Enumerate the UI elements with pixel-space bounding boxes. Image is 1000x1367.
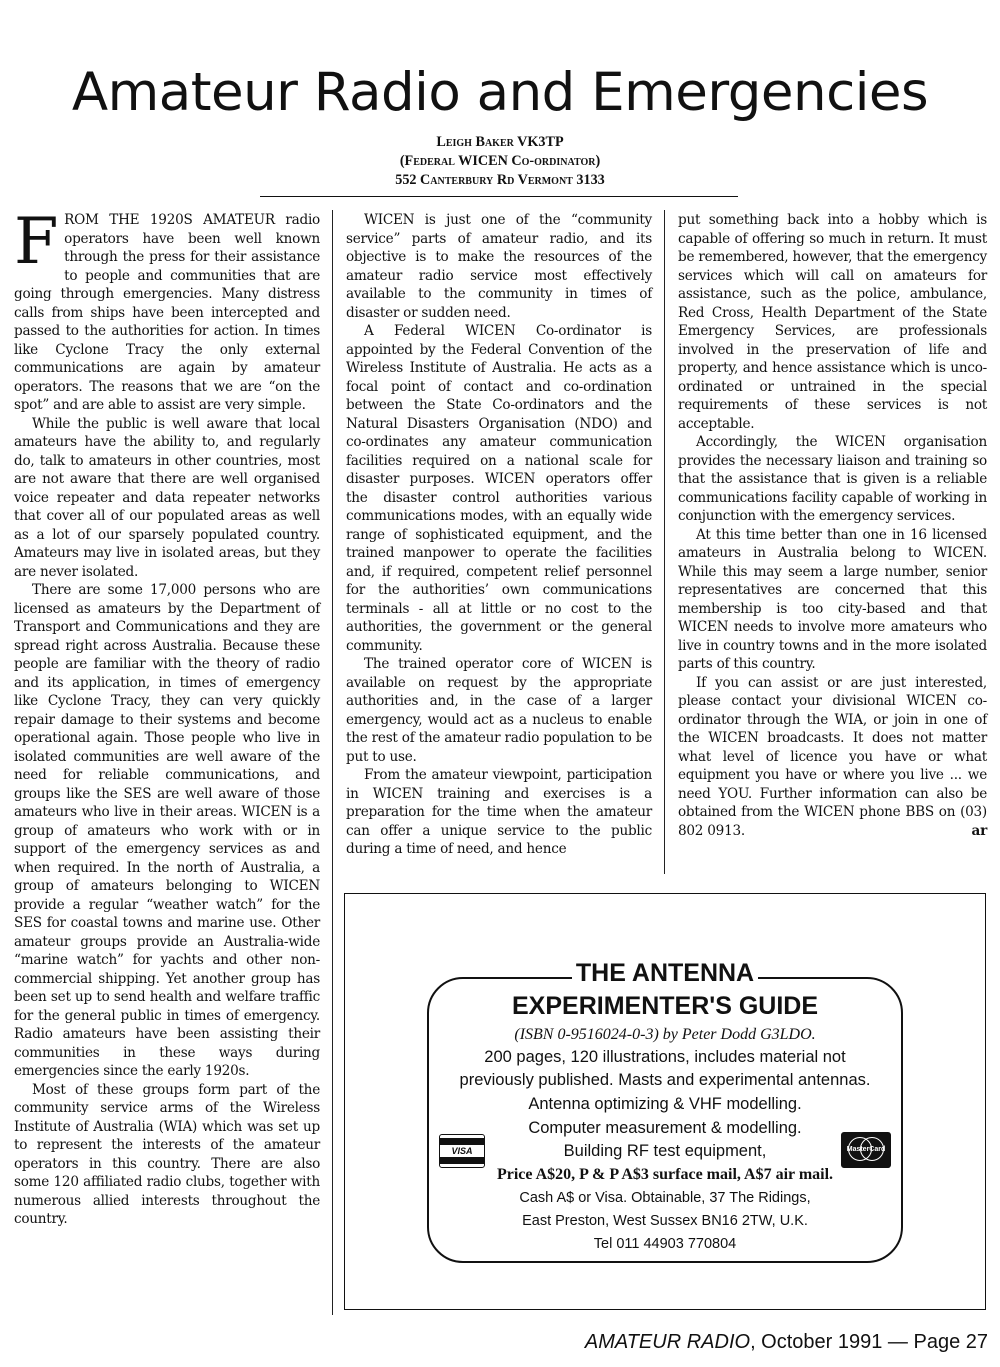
ad-feature-line: Building RF test equipment, [563, 1142, 767, 1160]
advertisement-box [344, 893, 986, 1310]
advertisement-frame [427, 959, 903, 1263]
column-divider [332, 210, 333, 1315]
author-address: 552 Canterbury Rd Vermont 3133 [395, 172, 605, 188]
end-mark: ar [971, 822, 987, 839]
article-column-2 [346, 211, 652, 859]
paragraph [678, 674, 987, 841]
ad-title-line-2: EXPERIMENTER'S GUIDE [512, 992, 818, 1020]
paragraph: At this time better than one in 16 licensed amateurs in Australia belong to WICEN. While this may seem a large number, senior representatives are concerned that this membership is too city-based and that WICEN needs to involve more amateurs who live in country towns and in the more isolated parts of this country. [678, 526, 987, 672]
drop-cap: F [14, 205, 59, 279]
ad-title-line-1: THE ANTENNA [429, 959, 901, 988]
ad-feature-line: Antenna optimizing & VHF modelling. [528, 1095, 802, 1113]
ad-feature-line: Computer measurement & modelling. [528, 1119, 802, 1137]
ad-description-line: 200 pages, 120 illustrations, includes material not [484, 1048, 846, 1066]
article-column-3 [678, 211, 987, 840]
column-divider [664, 210, 665, 874]
paragraph: From the amateur viewpoint, participation in WICEN training and exercises is a preparation for the time when the amateur can offer a unique service to the public during a time of need, and hence [346, 767, 652, 857]
author-name: Leigh Baker VK3TP [436, 134, 564, 150]
mastercard-icon [841, 1132, 891, 1168]
article-column-1 [14, 205, 320, 1229]
paragraph: There are some 17,000 persons who are licensed as amateurs by the Department of Transport and Communications and they are spread right across Australia. Because these people are familiar with the theory of radio and its application, in times of emergency like Cyclone Tracy, they can very quickly repair damage to their systems and become operational again. Those people who live in isolated communities are well aware of the need for reliable communications, and groups like the SES are well aware of those amateurs who live in their areas. WICEN is a group of amateurs who work with or in support of the emergency services as and when required. In the north of Australia, a group of amateurs belonging to WICEN provide a regular “weather watch” for the SES for coastal towns and marine use. Other amateur groups provide an Australia-wide “marine watch” for yachts and other non-commercial shipping. Yet another group has been set up to send health and welfare traffic for the general public in times of emergency. Radio amateurs have been assisting their communities in these ways during emergencies since the early 1920s. [14, 582, 320, 1079]
visa-card-icon [439, 1134, 485, 1168]
publication-name: AMATEUR RADIO [584, 1331, 751, 1353]
paragraph: A Federal WICEN Co-ordinator is appointed by the Federal Convention of the Wireless Institute of Australia. He acts as a focal point of contact and co-ordination between the State Co-ordinators and the Natural Disasters Organisation (NDO) and co-ordinates any amateur communication facilities required on a national scale for disaster purposes. WICEN operators offer the disaster control authorities various communications modes, with an equally wide range of sophisticated equipment, and the trained manpower to operate the facilities and, if required, competent relief personnel for the authorities’ own communications terminals - all at little or no cost to the authorities, the government or the general community. [346, 323, 652, 654]
byline [250, 133, 750, 190]
paragraph-text: ROM THE 1920S AMATEUR radio operators have been well known through the press for their assistance to people and communities that are going through emergencies. Many distress calls from ships have been intercepted and passed to the authorities for action. In times like Cyclone Tracy the only external communications are again by amateur operators. The reasons that we are “on the spot” and are able to assist are very simple. [14, 212, 320, 413]
byline-rule [260, 196, 738, 197]
paragraph: WICEN is just one of the “community service” parts of amateur radio, and its objective is to make the resources of the amateur radio service most effectively available to the community in times of disaster or sudden need. [346, 212, 652, 321]
visa-label: VISA [451, 1146, 473, 1156]
paragraph-text: If you can assist or are just interested, please contact your divisional WICEN co-ordinator through the WIA, or join in one of the WICEN broadcasts. It does not matter what level of licence you have or what equipment you have or where you live ... we need YOU. Further information can also be obtained from the WICEN phone BBS on (03) 802 0913. [678, 674, 987, 839]
paragraph: While the public is well aware that local amateurs have the ability to, and regularly do, talk to amateurs in other countries, most are not aware that there are well organised voice repeater and data repeater networks that cover all of our populated areas as well as a lot of our sparsely populated country. Amateurs may live in isolated areas, but they are never isolated. [14, 415, 320, 580]
paragraph: The trained operator core of WICEN is available on request by the appropriate authorities and, in the case of a larger emergency, would act as a nucleus to enable the rest of the amateur radio population to be put to use. [346, 656, 652, 765]
paragraph: put something back into a hobby which is capable of offering so much in return. It must be remembered, however, that the emergency services which will call on amateurs for assistance, such as the police, ambulance, Red Cross, Health Department of the State Emergency Services, are professionals involved in the preservation of life and property, and hence assistance which is unco-ordinated or untrained in the special requirements of these services is not acceptable. [678, 212, 987, 432]
article-title: Amateur Radio and Emergencies [71, 62, 929, 123]
ad-description-line: previously published. Masts and experimental antennas. [459, 1071, 871, 1089]
ad-order-line: Cash A$ or Visa. Obtainable, 37 The Ridings, [519, 1190, 811, 1206]
issue-and-page: , October 1991 — Page 27 [750, 1331, 988, 1353]
ad-telephone: Tel 011 44903 770804 [593, 1236, 737, 1252]
paragraph [14, 205, 320, 415]
page-footer [500, 1331, 988, 1354]
ad-price: Price A$20, P & P A$3 surface mail, A$7 air mail. [496, 1166, 834, 1183]
author-role: (Federal WICEN Co-ordinator) [399, 153, 601, 169]
ad-isbn-author: (ISBN 0-9516024-0-3) by Peter Dodd G3LDO. [514, 1026, 816, 1043]
paragraph: Most of these groups form part of the community service arms of the Wireless Institute of Australia (WIA) which was set up to represent the interests of the amateur operators in this country. There are also some 120 affiliated radio clubs, together with numerous allied interests throughout the country. [14, 1081, 320, 1227]
mastercard-label: MasterCard [846, 1146, 886, 1153]
paragraph: Accordingly, the WICEN organisation provides the necessary liaison and training so that the assistance that is given is a reliable communications facility capable of working in conjunction with the emergency services. [678, 434, 987, 524]
ad-order-line: East Preston, West Sussex BN16 2TW, U.K. [522, 1213, 808, 1229]
